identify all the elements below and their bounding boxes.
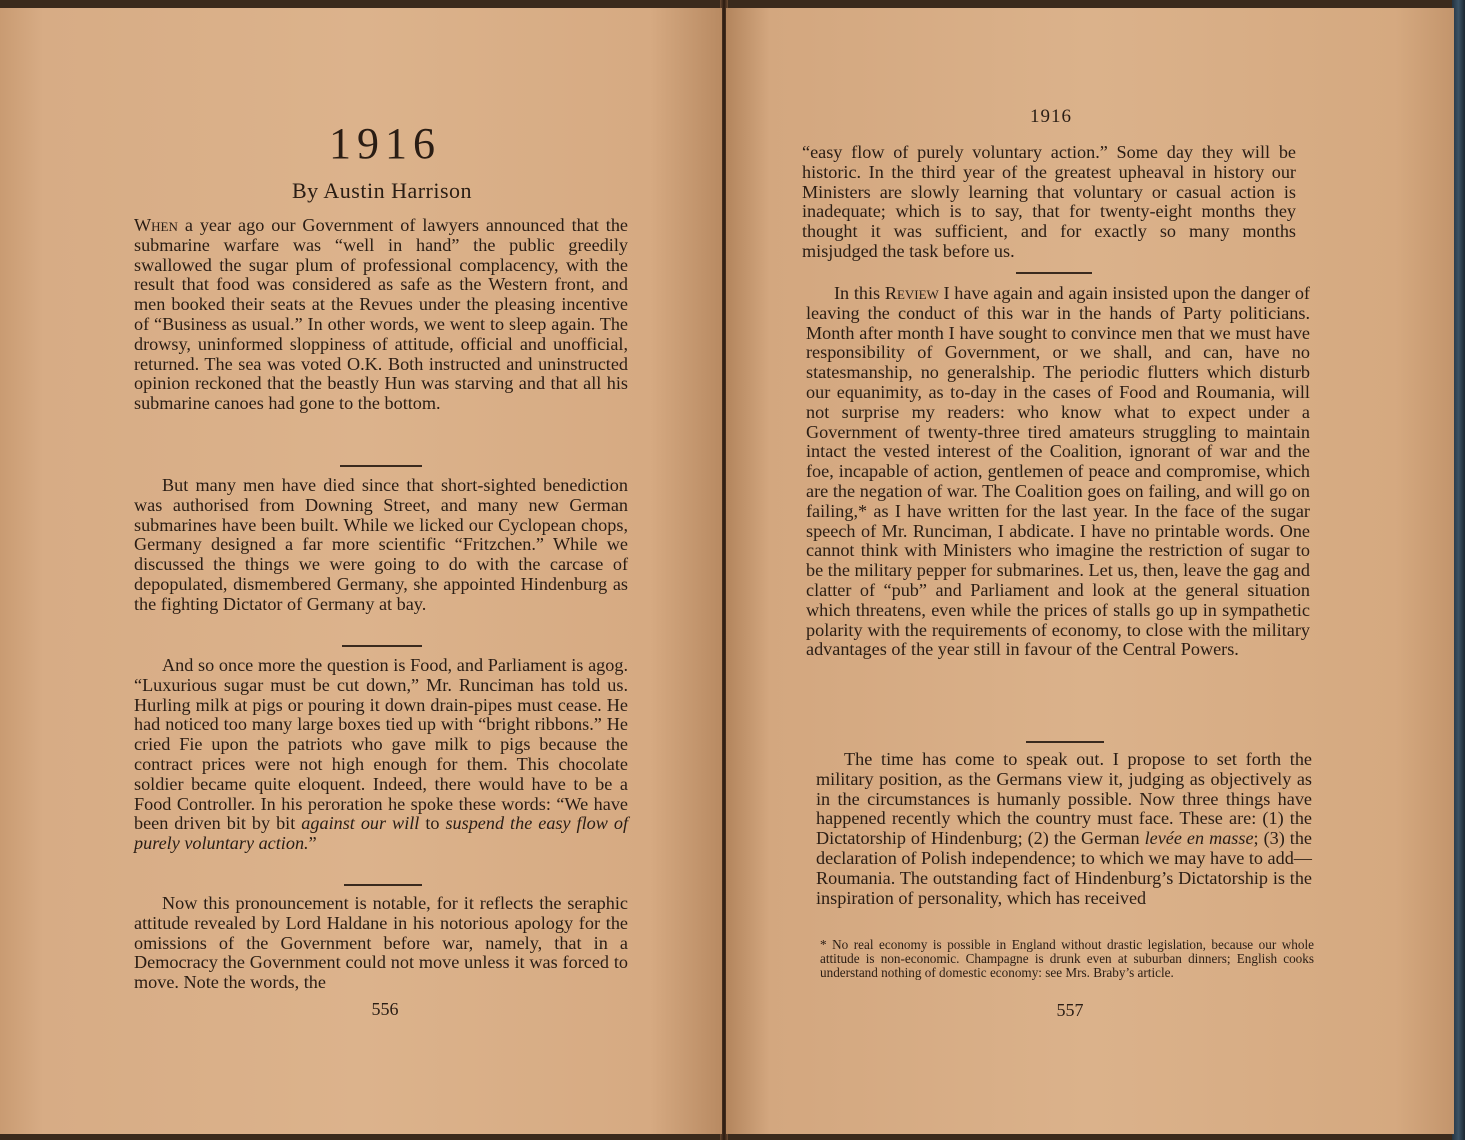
left-p3-italic-1: against our will (301, 813, 420, 834)
right-p3-text-b: ; (3) the declaration of Polish independence; to which we may have to add—Roumania. The outstanding fact of Hindenburg’s Dictatorship is the inspiration of personality, which has received (816, 828, 1313, 908)
right-p1-text: “easy flow of purely voluntary action.” Some day they will be historic. In the third year of the greatest upheaval in history our Ministers are slowly learning that voluntary or casual action is inadequate; which is to say, that for twenty-eight months they thought it was sufficient, and for exactly so many months misjudged the task before us. (802, 142, 1296, 261)
left-p2-text: But many men have died since that short-sighted benediction was authorised from Downing Street, and many new German submarines have been built. While we licked our Cyclopean chops, Germany designed a far more scientific “Fritzchen.” While we discussed the things we were going to do with the carcase of depopulated, dismembered Germany, she appointed Hindenburg as the fighting Dictator of Germany at bay. (134, 475, 628, 614)
left-page (0, 8, 722, 1134)
left-paragraph-2 (134, 476, 628, 615)
review-smallcaps: Review (884, 283, 939, 303)
section-rule (344, 884, 422, 886)
right-p2-text-a: In this (834, 283, 885, 303)
left-p1-text: a year ago our Government of lawyers announced that the submarine warfare was “well in hand” the public greedily swallowed the sugar plum of professional complacency, with the result that food was considered as safe as the Western front, and men booked their seats at the Revues under the pleasing incentive of “Business as usual.” In other words, we went to sleep again. The drowsy, uninformed sloppiness of attitude, official and unofficial, returned. The sea was voted O.K. Both instructed and uninstructed opinion reckoned that the beastly Hun was starving and that all his submarine canoes had gone to the bottom. (134, 215, 628, 414)
footnote: * No real economy is possible in England without drastic legislation, because our whole attitude is non-economic. Champagne is drunk even at suburban dinners; English cooks understand nothing of domestic economy: see Mrs. Braby’s article. (820, 937, 1314, 980)
drop-word: When (134, 215, 178, 235)
left-p3-text-b: to (419, 813, 446, 834)
left-p4-text: Now this pronouncement is notable, for it reflects the seraphic attitude revealed by Lord Haldane in his notorious apology for the omissions of the Government before war, namely, that in a Democracy the Government could not move unless it was forced to move. Note the words, the (134, 893, 628, 993)
left-p3-italic-2: suspend the easy flow of purely voluntary action. (134, 813, 628, 854)
section-rule (342, 645, 422, 647)
page-number-left: 556 (371, 999, 399, 1019)
right-p3-text-a: The time has come to speak out. I propose to set forth the military position, as the Germans view it, judging as objectively as in the circumstances is humanly possible. Now three things have happened recently which the country must face. These are: (1) the Dictatorship of Hindenburg; (2) the German (816, 749, 1312, 849)
left-paragraph-3 (134, 656, 628, 854)
section-rule (1016, 272, 1092, 274)
right-p3-italic: levée en masse (1144, 828, 1254, 849)
right-paragraph-1 (802, 143, 1296, 262)
left-p3-text-c: ” (308, 833, 317, 854)
section-rule (340, 465, 422, 467)
right-page (726, 8, 1454, 1134)
right-paragraph-3 (816, 750, 1312, 908)
section-rule (1026, 741, 1104, 743)
left-paragraph-1 (134, 216, 628, 414)
article-byline: By Austin Harrison (291, 178, 473, 203)
right-paragraph-2 (806, 284, 1310, 660)
page-number-right: 557 (1056, 1000, 1084, 1020)
article-title: 1916 (329, 119, 441, 168)
left-paragraph-4 (134, 894, 628, 993)
left-p3-text-a: And so once more the question is Food, and Parliament is agog. “Luxurious sugar must be cut down,” Mr. Runciman has told us. Hurling milk at pigs or pouring it down drain-pipes must cease. He had noticed too many large boxes tied up with “bright ribbons.” He cried Fie upon the patriots who gave milk to pigs because the contract prices were not high enough for them. This chocolate soldier became quite eloquent. Indeed, there would have to be a Food Controller. In his peroration he spoke these words: “We have been driven bit by bit (134, 655, 628, 834)
right-p2-text-b: I have again and again insisted upon the danger of leaving the conduct of this war in the hands of Party politicians. Month after month I have sought to convince men that we must have responsibility of Government, or we shall, and can, have no statesmanship, no generalship. The periodic flutters which disturb our equanimity, as to-day in the cases of Food and Roumania, will not surprise my readers: who know what to expect under a Government of twenty-three tired amateurs struggling to maintain intact the vested interest of the Coalition, ignorant of war and the foe, incapable of action, gentlemen of peace and compromise, which are the negation of war. The Coalition goes on failing, and will go on failing,* as I have written for the last year. In the face of the sugar speech of Mr. Runciman, I abdicate. I have no printable words. One cannot think with Ministers who imagine the restriction of sugar to be the military pepper for submarines. Let us, then, leave the gag and clatter of “pub” and Parliament and look at the general situation which threatens, even while the prices of stalls go up in sympathetic polarity with the requirements of economy, to close with the military advantages of the year still in favour of the Central Powers. (806, 283, 1310, 660)
running-head: 1916 (1030, 106, 1072, 127)
